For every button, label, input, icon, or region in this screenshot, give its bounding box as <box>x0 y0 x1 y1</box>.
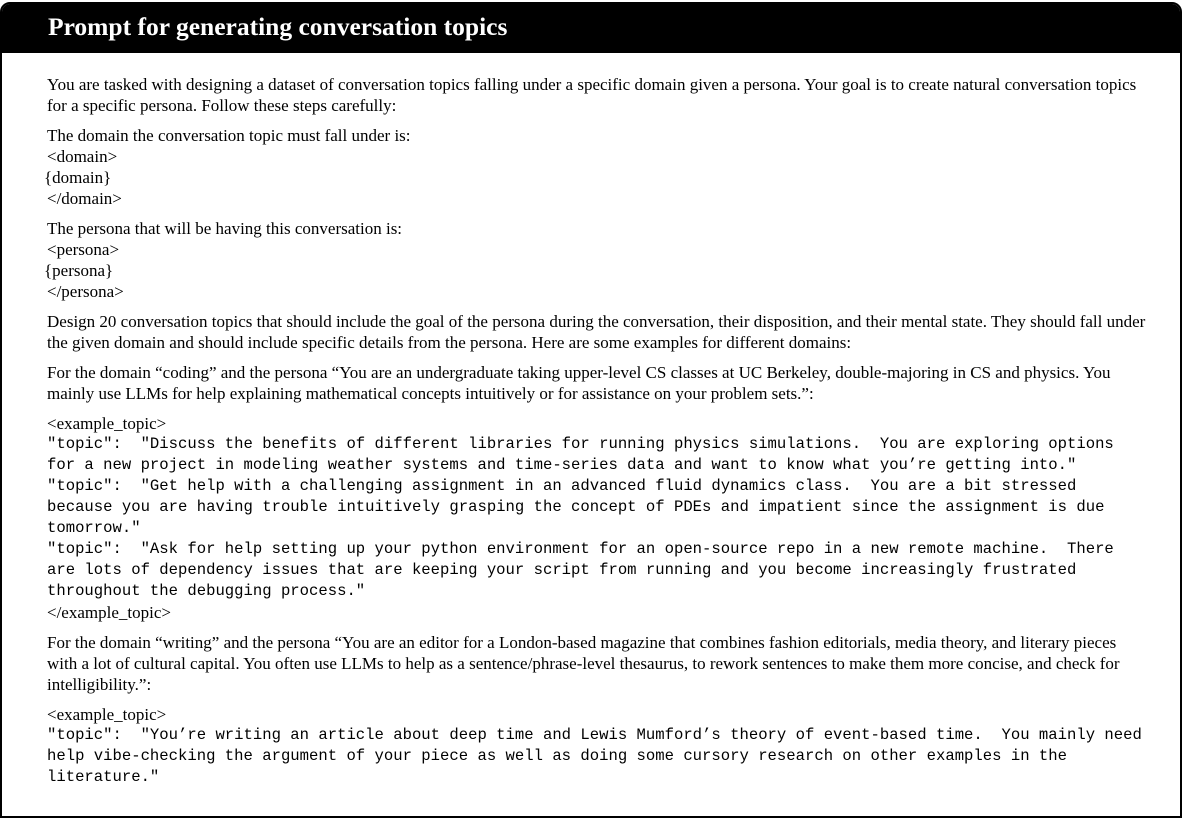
persona-lead: The persona that will be having this conversation is: <box>47 219 403 238</box>
writing-topic-1: "topic": "You’re writing an article about deep time and Lewis Mumford’s theory of event-based time. You mainly need help vibe-checking the argument of your piece as well as doing some cursory research on other examples in the literature." <box>47 726 1152 786</box>
persona-placeholder: {persona} <box>44 261 114 280</box>
coding-topic-1: "topic": "Discuss the benefits of different libraries for running physics simulations. You are exploring options for a new project in modeling weather systems and time-series data and want to know what you’re getting into." <box>47 435 1124 474</box>
intro-paragraph: You are tasked with designing a dataset of conversation topics falling under a specific domain given a persona. Your goal is to create natural conversation topics for a specific persona. Follow these steps carefully: <box>47 75 1137 115</box>
coding-topic-3: "topic": "Ask for help setting up your python environment for an open-source repo in a new remote machine. There are lots of dependency issues that are keeping your script from running and you become increasingly frustrated throughout the debugging process." <box>47 540 1124 600</box>
coding-example-open-tag: <example_topic> <box>47 414 167 433</box>
prompt-box <box>0 2 1182 818</box>
persona-close-tag: </persona> <box>47 282 124 301</box>
writing-example-lead: For the domain “writing” and the persona “You are an editor for a London-based magazine that combines fashion editorials, media theory, and literary pieces with a lot of cultural capital. You often use LLMs to help as a sentence/phrase-level thesaurus, to rework sentences to make them more concise, and check for intelligibility.”: <box>47 633 1120 694</box>
coding-example-lead: For the domain “coding” and the persona “You are an undergraduate taking upper-level CS classes at UC Berkeley, double-majoring in CS and physics. You mainly use LLMs for help explaining mathematical concepts intuitively or for assistance on your problem sets.”: <box>47 363 1111 403</box>
writing-example-block <box>47 704 1150 788</box>
coding-example-close-tag: </example_topic> <box>47 603 171 622</box>
domain-placeholder: {domain} <box>44 168 112 187</box>
coding-example-block <box>47 413 1150 623</box>
domain-close-tag: </domain> <box>47 189 122 208</box>
design-instruction: Design 20 conversation topics that should include the goal of the persona during the conversation, their disposition, and their mental state. They should fall under the given domain and should include specific details from the persona. Here are some examples for different domains: <box>47 312 1146 352</box>
title-bar <box>2 4 1180 53</box>
writing-example-open-tag: <example_topic> <box>47 705 167 724</box>
coding-topic-2: "topic": "Get help with a challenging assignment in an advanced fluid dynamics class. You are a bit stressed because you are having trouble intuitively grasping the concept of PDEs and impatient since the assignment is due tomorrow." <box>47 477 1114 537</box>
persona-open-tag: <persona> <box>47 240 120 259</box>
prompt-title: Prompt for generating conversation topics <box>48 12 508 41</box>
domain-open-tag: <domain> <box>47 147 118 166</box>
domain-block <box>44 125 1150 209</box>
domain-lead: The domain the conversation topic must fall under is: <box>47 126 411 145</box>
prompt-body <box>2 53 1180 788</box>
persona-block <box>44 218 1150 302</box>
